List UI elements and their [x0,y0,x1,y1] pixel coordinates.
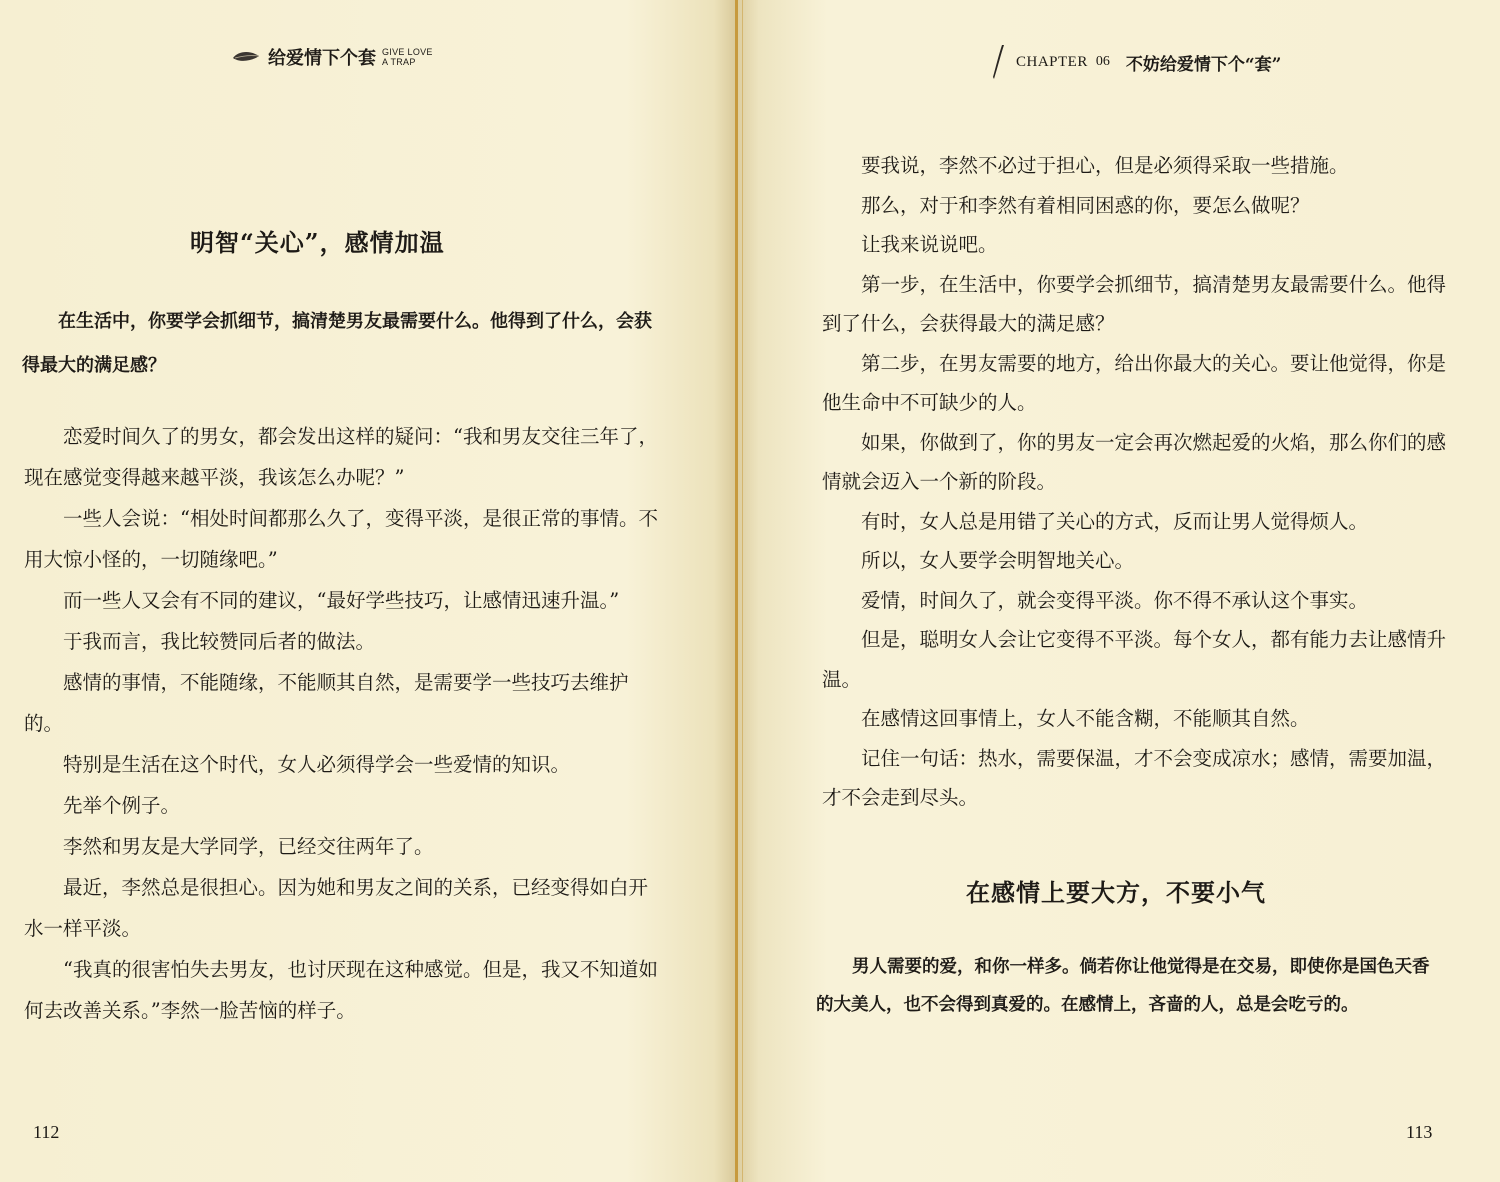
paragraph: “我真的很害怕失去男友，也讨厌现在这种感觉。但是，我又不知道如何去改善关系。”李然一脸苦恼的样子。 [24,958,658,1022]
left-running-header [232,44,433,70]
chapter-number: 06 [1095,54,1110,69]
paragraph: 而一些人又会有不同的建议，“最好学些技巧，让感情迅速升温。” [63,589,620,612]
left-header-english-line1: GIVE LOVE [382,47,433,57]
left-header-title: 给爱情下个套 [268,48,376,69]
spine-gutter [735,0,738,1182]
leaf-icon [232,50,260,64]
paragraph: 一些人会说：“相处时间都那么久了，变得平淡，是很正常的事情。不用大惊小怪的，一切随缘吧。” [24,507,658,571]
paragraph: 第一步，在生活中，你要学会抓细节，搞清楚男友最需要什么。他得到了什么，会获得最大的满足感？ [822,272,1447,335]
paragraph: 感情的事情，不能随缘，不能顺其自然，是需要学一些技巧去维护的。 [24,671,629,735]
right-body-text [822,146,1462,818]
paragraph: 那么，对于和李然有着相同困惑的你，要怎么做呢？ [861,193,1310,217]
paragraph: 但是，聪明女人会让它变得不平淡。每个女人，都有能力去让感情升温。 [822,628,1447,691]
paragraph: 爱情，时间久了，就会变得平淡。你不得不承认这个事实。 [861,588,1369,612]
paragraph: 所以，女人要学会明智地关心。 [861,549,1135,572]
paragraph: 有时，女人总是用错了关心的方式，反而让男人觉得烦人。 [861,509,1369,533]
right-page [736,0,1500,1182]
paragraph: 李然和男友是大学同学，已经交往两年了。 [63,835,434,858]
brush-stroke-icon [992,44,1006,80]
paragraph: 恋爱时间久了的男女，都会发出这样的疑问：“我和男友交往三年了，现在感觉变得越来越平淡，我该怎么办呢？” [24,425,658,489]
right-running-header [992,44,1281,80]
left-header-english-line2: A TRAP [382,57,416,67]
left-lead-paragraph: 在生活中，你要学会抓细节，搞清楚男友最需要什么。他得到了什么，会获得最大的满足感？ [22,311,652,376]
left-page-number: 112 [33,1122,60,1142]
right-section-title: 在感情上要大方，不要小气 [966,878,1266,907]
right-lead-paragraph: 男人需要的爱，和你一样多。倘若你让他觉得是在交易，即使你是国色天香的大美人，也不会得到真爱的。在感情上，吝啬的人，总是会吃亏的。 [816,957,1430,1015]
paragraph: 最近，李然总是很担心。因为她和男友之间的关系，已经变得如白开水一样平淡。 [24,876,649,940]
left-body-text [24,416,664,1031]
left-header-english [382,47,433,67]
left-section-title: 明智“关心”，感情加温 [190,228,445,257]
paragraph: 记住一句话：热水，需要保温，才不会变成凉水；感情，需要加温，才不会走到尽头。 [822,746,1447,809]
paragraph: 在感情这回事情上，女人不能含糊，不能顺其自然。 [861,707,1310,730]
paragraph: 如果，你做到了，你的男友一定会再次燃起爱的火焰，那么你们的感情就会迈入一个新的阶段。 [822,430,1447,493]
paragraph: 要我说，李然不必过于担心，但是必须得采取一些措施。 [861,154,1349,177]
right-header-title: 不妨给爱情下个“套” [1125,54,1282,75]
right-page-number: 113 [1406,1122,1433,1142]
paragraph: 于我而言，我比较赞同后者的做法。 [63,630,376,653]
spine-gutter-edge [742,0,743,1182]
left-page [0,0,736,1182]
paragraph: 第二步，在男友需要的地方，给出你最大的关心。要让他觉得，你是他生命中不可缺少的人。 [822,351,1447,414]
chapter-label: CHAPTER [1016,53,1088,70]
paragraph: 特别是生活在这个时代，女人必须得学会一些爱情的知识。 [63,753,571,776]
paragraph: 让我来说说吧。 [861,233,998,256]
paragraph: 先举个例子。 [63,794,181,817]
